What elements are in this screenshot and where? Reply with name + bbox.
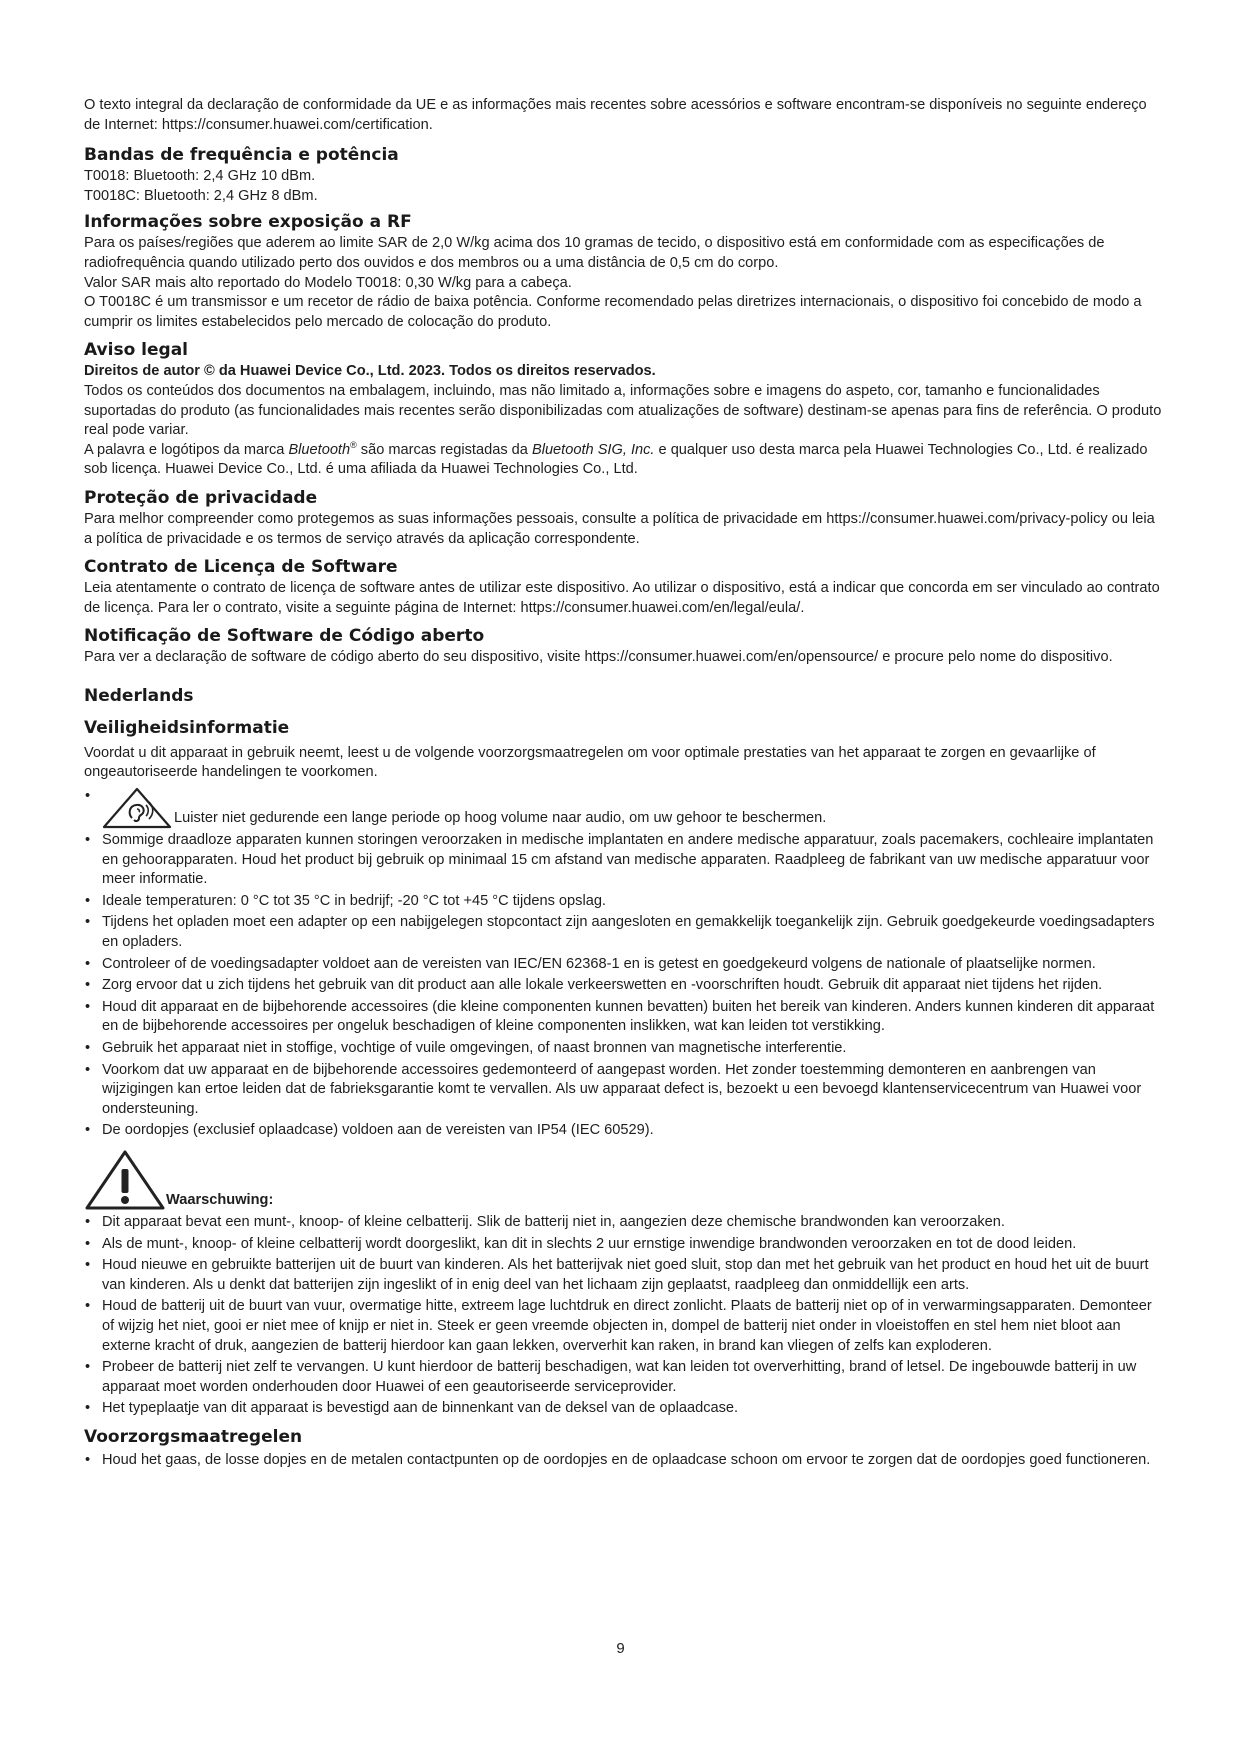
list-item: • Tijdens het opladen moet een adapter op een nabijgelegen stopcontact zijn aangesloten en gemakkelijk toegankelijk zijn. Gebruik goedgekeurde voedingsadapters en opladers. <box>84 913 1162 952</box>
warning-list <box>84 1213 1162 1419</box>
rf-paragraph: O T0018C é um transmissor e um recetor de rádio de baixa potência. Conforme recomendado pelas diretrizes internacionais, o dispositivo foi concebido de modo a cumprir os limites estabelecidos pelo mercado de colocação do produto. <box>84 294 1142 330</box>
list-item: • Voorkom dat uw apparaat en de bijbehorende accessoires gedemonteerd of aangepast worden. Het zonder toestemming demonteren en aanbrengen van wijzigingen kan ertoe leiden dat de fabrieksgarantie komt te vervallen. Als uw apparaat defect is, bezoekt u een bevoegd klantenservicecentrum van Huawei voor ondersteuning. <box>84 1061 1162 1120</box>
hearing-warning-icon <box>102 787 172 829</box>
list-item: • Het typeplaatje van dit apparaat is bevestigd aan de binnenkant van de deksel van de oplaadcase. <box>84 1399 1162 1419</box>
legal-heading: Aviso legal <box>84 340 189 361</box>
opensource-heading: Notificação de Software de Código aberto <box>84 626 485 647</box>
bt-sig: Bluetooth SIG, Inc. <box>531 441 655 458</box>
bands-line: T0018: Bluetooth: 2,4 GHz 10 dBm. <box>84 168 316 185</box>
bt-text: são marcas registadas da <box>356 441 532 458</box>
privacy-heading: Proteção de privacidade <box>84 487 318 508</box>
list-item: • Controleer of de voedingsadapter voldoet aan de vereisten van IEC/EN 62368-1 en is getest en goedgekeurd volgens de nationale of plaatselijke normen. <box>84 955 1162 975</box>
rf-paragraph: Valor SAR mais alto reportado do Modelo T0018: 0,30 W/kg para a cabeça. <box>84 274 572 291</box>
bluetooth-trademark-paragraph <box>84 441 1162 480</box>
intro-paragraph: O texto integral da declaração de conformidade da UE e as informações mais recentes sobre acessórios e software encontram-se disponíveis no seguinte endereço de Internet: https://consumer.huawei.com/certification. <box>84 97 1147 133</box>
bt-text: A palavra e logótipos da marca <box>84 441 289 458</box>
list-item: • Ideale temperaturen: 0 °C tot 35 °C in bedrijf; -20 °C tot +45 °C tijdens opslag. <box>84 892 1162 912</box>
list-item: • Dit apparaat bevat een munt-, knoop- of kleine celbatterij. Slik de batterij niet in, aangezien deze chemische brandwonden kan veroorzaken. <box>84 1213 1162 1233</box>
document-page <box>84 96 1162 1471</box>
list-item: • Houd dit apparaat en de bijbehorende accessoires (die kleine componenten kunnen bevatten) buiten het bereik van kinderen. Anders kunnen kinderen dit apparaat en de bijbehorende accessoires per ongeluk beschadigen of kleine componenten inslikken, wat kan leiden tot verstikking. <box>84 998 1162 1037</box>
bt-brand: Bluetooth <box>288 441 351 458</box>
list-item: • Probeer de batterij niet zelf te vervangen. U kunt hierdoor de batterij beschadigen, wat kan leiden tot oververhitting, brand of letsel. De ingebouwde batterij in uw apparaat moet worden onderhouden door Huawei of een geautoriseerde serviceprovider. <box>84 1358 1162 1397</box>
list-item: • Gebruik het apparaat niet in stoffige, vochtige of vuile omgevingen, of naast bronnen van magnetische interferentie. <box>84 1039 1162 1059</box>
page-number: 9 <box>616 1640 625 1657</box>
list-item: • Houd de batterij uit de buurt van vuur, overmatige hitte, extreem lage luchtdruk en direct zonlicht. Plaats de batterij niet op of in verwarmingsapparaten. Demonteer of wijzig het niet, gooi er niet mee of knijp er niet in. Steek er geen vreemde objecten in, dompel de batterij niet onder in vloeistoffen en stel hem niet bloot aan externe kracht of druk, aangezien de batterij hierdoor kan gaan lekken, oververhit kan raken, in brand kan vliegen of zelfs kan exploderen. <box>84 1297 1162 1356</box>
license-paragraph: Leia atentamente o contrato de licença de software antes de utilizar este dispositivo. Ao utilizar o dispositivo, está a indicar que concorda em ser vinculado ao contrato de licença. Para ler o contrato, visite a seguinte página de Internet: https://consumer.huawei.com/en/legal/eula/. <box>84 580 1160 616</box>
list-item: • Als de munt-, knoop- of kleine celbatterij wordt doorgeslikt, kan dit in slechts 2 uur ernstige inwendige brandwonden veroorzaken en tot de dood leiden. <box>84 1235 1162 1255</box>
list-item <box>84 787 1162 829</box>
rf-paragraph: Para os países/regiões que aderem ao limite SAR de 2,0 W/kg acima dos 10 gramas de tecido, o dispositivo está em conformidade com as especificações de radiofrequência quando utilizado perto dos ouvidos e dos membros ou a uma distância de 0,5 cm do corpo. <box>84 235 1105 271</box>
registered-mark: ® <box>350 439 357 450</box>
copyright-line: Direitos de autor © da Huawei Device Co., Ltd. 2023. Todos os direitos reservados. <box>84 363 656 380</box>
safety-list <box>84 787 1162 1141</box>
hearing-item-text: • Luister niet gedurende een lange periode op hoog volume naar audio, om uw gehoor te beschermen. <box>174 810 827 827</box>
warning-triangle-icon <box>84 1149 166 1211</box>
opensource-paragraph: Para ver a declaração de software de código aberto do seu dispositivo, visite https://consumer.huawei.com/en/opensource/ e procure pelo nome do dispositivo. <box>84 649 1113 666</box>
language-heading: Nederlands <box>84 685 194 706</box>
safety-heading: Veiligheidsinformatie <box>84 717 290 738</box>
list-item: • Zorg ervoor dat u zich tijdens het gebruik van dit product aan alle lokale verkeerswetten en -voorschriften houdt. Gebruik dit apparaat niet tijdens het rijden. <box>84 976 1162 996</box>
list-item: • Houd het gaas, de losse dopjes en de metalen contactpunten op de oordopjes en de oplaadcase schoon om ervoor te zorgen dat de oordopjes goed functioneren. <box>84 1451 1162 1471</box>
bands-heading: Bandas de frequência e potência <box>84 145 399 166</box>
safety-intro: Voordat u dit apparaat in gebruik neemt, leest u de volgende voorzorgsmaatregelen om voor optimale prestaties van het apparaat te zorgen en gevaarlijke of ongeautoriseerde handelingen te voorkomen. <box>84 744 1096 781</box>
list-item: • Houd nieuwe en gebruikte batterijen uit de buurt van kinderen. Als het batterijvak niet goed sluit, stop dan met het gebruik van het product en houd het uit de buurt van kinderen. Als u denkt dat batterijen zijn ingeslikt of in enig deel van het lichaam zijn geplaatst, raadpleeg dan onmiddellijk een arts. <box>84 1256 1162 1295</box>
warning-header <box>84 1149 1162 1211</box>
precautions-heading: Voorzorgsmaatregelen <box>84 1426 303 1447</box>
list-item: • De oordopjes (exclusief oplaadcase) voldoen aan de vereisten van IP54 (IEC 60529). <box>84 1121 1162 1141</box>
privacy-paragraph: Para melhor compreender como protegemos as suas informações pessoais, consulte a política de privacidade em https://consumer.huawei.com/privacy-policy ou leia a política de privacidade e os termos de serviço através da aplicação correspondente. <box>84 510 1155 547</box>
bands-line: T0018C: Bluetooth: 2,4 GHz 8 dBm. <box>84 187 318 204</box>
hearing-row <box>102 787 1162 829</box>
warning-label: Waarschuwing: <box>166 1192 274 1209</box>
legal-paragraph: Todos os conteúdos dos documentos na embalagem, incluindo, mas não limitado a, informações sobre e imagens do aspeto, cor, tamanho e funcionalidades suportadas do produto (as funcionalidades mais recentes serão disponibilizadas com atualizações de software) destinam-se apenas para fins de referência. O produto real pode variar. <box>84 382 1162 439</box>
bt-text: e qualquer uso desta marca pela Huawei Technologies Co., Ltd. é realizado sob licença. Huawei Device Co., Ltd. é uma afiliada da Huawei Technologies Co., Ltd. <box>84 441 1148 478</box>
list-item: • Sommige draadloze apparaten kunnen storingen veroorzaken in medische implantaten en andere medische apparatuur, zoals pacemakers, cochleaire implantaten en gehoorapparaten. Houd het product bij gebruik op minimaal 15 cm afstand van medische apparaten. Raadpleeg de fabrikant van uw medische apparatuur voor meer informatie. <box>84 831 1162 890</box>
rf-heading: Informações sobre exposição a RF <box>84 212 412 233</box>
license-heading: Contrato de Licença de Software <box>84 557 398 578</box>
precautions-list <box>84 1451 1162 1471</box>
